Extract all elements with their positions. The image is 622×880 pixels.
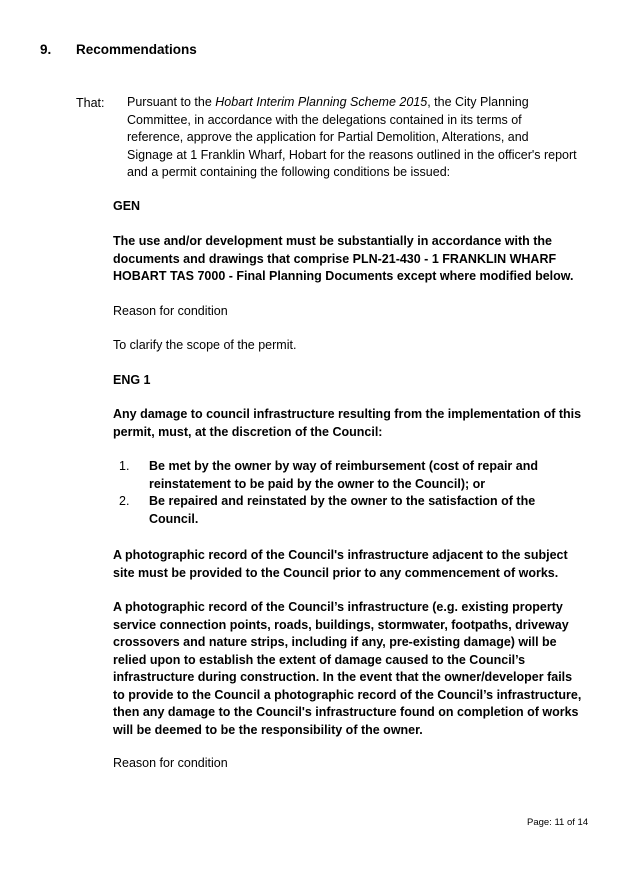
gen-reason-label: Reason for condition: [113, 304, 228, 318]
section-heading: [40, 42, 197, 57]
list-line: reinstatement to be paid by the owner to the Council); or: [149, 476, 486, 491]
intro-text: Pursuant to the: [127, 95, 216, 109]
list-line: Be repaired and reinstated by the owner to the satisfaction of the: [149, 494, 536, 508]
para-line: service connection points, roads, buildings, stormwater, footpaths, driveway: [113, 617, 569, 632]
condition-line: documents and drawings that comprise PLN-21-430 - 1 FRANKLIN WHARF: [113, 251, 557, 266]
para-line: crossovers and nature strips, including if any, pre-existing damage) will be: [113, 635, 557, 649]
intro-paragraph: [127, 94, 587, 182]
section-title: Recommendations: [76, 42, 197, 57]
eng1-list: [113, 458, 583, 528]
section-number: 9.: [40, 42, 52, 57]
para-line: A photographic record of the Council’s infrastructure (e.g. existing property: [113, 600, 563, 614]
eng1-reason-label: Reason for condition: [113, 756, 228, 770]
condition-line: Any damage to council infrastructure resulting from the implementation of this: [113, 407, 582, 421]
para-line: then any damage to the Council's infrastructure found on completion of works: [113, 705, 579, 719]
para-line: relied upon to establish the extent of damage caused to the Council’s: [113, 652, 526, 667]
list-number: 1.: [119, 459, 130, 473]
intro-text: , the City Planning: [427, 95, 529, 109]
list-number: 2.: [119, 494, 130, 508]
intro-line: reference, approve the application for Partial Demolition, Alterations, and: [127, 130, 529, 144]
para-line: A photographic record of the Council's infrastructure adjacent to the subject: [113, 548, 568, 562]
condition-line: The use and/or development must be substantially in accordance with the: [113, 234, 552, 248]
gen-condition: [113, 233, 583, 286]
intro-line: Signage at 1 Franklin Wharf, Hobart for the reasons outlined in the officer's report: [127, 147, 577, 162]
intro-line: and a permit containing the following conditions be issued:: [127, 165, 451, 179]
list-line: Be met by the owner by way of reimbursement (cost of repair and: [149, 459, 538, 473]
list-item: [113, 493, 583, 528]
that-label: That:: [76, 96, 105, 110]
eng1-code: ENG 1: [113, 373, 151, 387]
eng1-condition: [113, 406, 583, 441]
condition-line: HOBART TAS 7000 - Final Planning Documents except where modified below.: [113, 269, 574, 283]
para-line: to provide to the Council a photographic record of the Council’s infrastructure,: [113, 687, 582, 702]
para-line: infrastructure during construction. In the event that the owner/developer fails: [113, 670, 573, 684]
eng1-para2: [113, 599, 583, 739]
para-line: site must be provided to the Council prior to any commencement of works.: [113, 565, 559, 580]
gen-code: GEN: [113, 199, 141, 213]
intro-line: Committee, in accordance with the delegations contained in its terms of: [127, 112, 522, 127]
list-line: Council.: [149, 511, 199, 526]
condition-line: permit, must, at the discretion of the Council:: [113, 424, 383, 439]
gen-reason: To clarify the scope of the permit.: [113, 338, 297, 352]
list-item: [113, 458, 583, 493]
eng1-para1: [113, 547, 583, 582]
page-number: Page: 11 of 14: [527, 817, 589, 828]
scheme-name: Hobart Interim Planning Scheme 2015: [215, 95, 428, 109]
para-line: will be deemed to be the responsibility of the owner.: [113, 722, 423, 737]
